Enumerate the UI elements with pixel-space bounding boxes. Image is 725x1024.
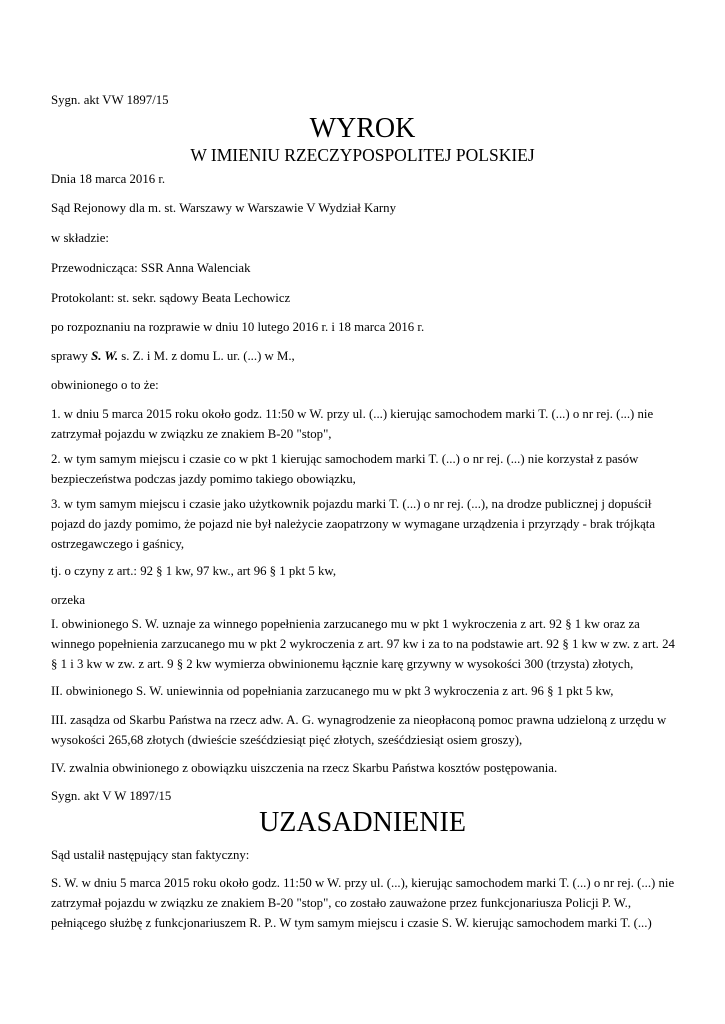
rules-label: orzeka xyxy=(51,593,86,607)
case-suffix: s. Z. i M. z domu L. ur. (...) w M., xyxy=(118,349,295,363)
offences-line: tj. o czyny z art.: 92 § 1 kw, 97 kw., art 96 § 1 pkt 5 kw, xyxy=(51,564,337,578)
charge-2: 2. w tym samym miejscu i czasie co w pkt 1 kierując samochodem marki T. (...) o nr rej. (...) nie korzystał z pasów bezpieczeństwa podczas jazdy pomimo takiego obowiązku, xyxy=(51,452,639,486)
accused-name: S. W. xyxy=(91,349,119,363)
facts-text: S. W. w dniu 5 marca 2015 roku około godz. 11:50 w W. przy ul. (...), kierując samochodem marki T. (...) o nr rej. (...) nie zatrzymał pojazdu w związku ze znakiem B-20 "stop", co zostało zauważone przez funkcjonariusza Policji P. W., pełniącego służbę z funkcjonariuszem R. P.. W tym samym miejscu i czasie S. W. kierując samochodem marki T. (...) xyxy=(51,876,675,930)
verdict-point-3: III. zasądza od Skarbu Państwa na rzecz adw. A. G. wynagrodzenie za nieopłaconą pomoc prawna udzieloną z urzędu w wysokości 265,68 złotych (dwieście sześćdziesiąt pięć złotych, sześćdziesiąt osiem groszy), xyxy=(51,713,667,747)
court-clerk: Protokolant: st. sekr. sądowy Beata Lechowicz xyxy=(51,291,291,305)
case-signature-top: Sygn. akt VW 1897/15 xyxy=(51,93,169,107)
presiding-judge: Przewodnicząca: SSR Anna Walenciak xyxy=(51,261,251,275)
verdict-point-1: I. obwinionego S. W. uznaje za winnego popełnienia zarzucanego mu w pkt 1 wykroczenia z art. 92 § 1 kw oraz za winnego popełnienia zarzucanego mu w pkt 2 wykroczenia z art. 97 kw i za to na podstawie art. 92 § 1 kw w zw. z art. 24 § 1 i 3 kw w zw. z art. 9 § 2 kw wymierza obwinionemu łącznie karę grzywny w wysokości 300 (trzysta) złotych, xyxy=(51,617,675,671)
verdict-title: WYROK xyxy=(309,113,416,144)
charge-3: 3. w tym samym miejscu i czasie jako użytkownik pojazdu marki T. (...) o nr rej. (...), na drodze publicznej j dopuścił pojazd do jazdy pomimo, że pojazd nie był należycie zaopatrzony w wymagane urządzenia i przyrządy - brak trójkąta ostrzegawczego i gaśnicy, xyxy=(51,497,656,551)
justification-title: UZASADNIENIE xyxy=(259,807,466,838)
hearing-dates: po rozpoznaniu na rozprawie w dniu 10 lutego 2016 r. i 18 marca 2016 r. xyxy=(51,320,425,334)
charge-1: 1. w dniu 5 marca 2015 roku około godz. 11:50 w W. przy ul. (...) kierując samochodem marki T. (...) o nr rej. (...) nie zatrzymał pojazdu w związku ze znakiem B-20 "stop", xyxy=(51,407,654,441)
court-name: Sąd Rejonowy dla m. st. Warszawy w Warszawie V Wydział Karny xyxy=(51,201,396,215)
case-line xyxy=(51,346,681,366)
verdict-point-4: IV. zwalnia obwinionego z obowiązku uiszczenia na rzecz Skarbu Państwa kosztów postępowania. xyxy=(51,761,558,775)
verdict-point-2: II. obwinionego S. W. uniewinnia od popełniania zarzucanego mu w pkt 3 wykroczenia z art. 96 § 1 pkt 5 kw, xyxy=(51,684,614,698)
accused-of-label: obwinionego o to że: xyxy=(51,378,159,392)
composition-label: w składzie: xyxy=(51,231,109,245)
case-signature-bottom: Sygn. akt V W 1897/15 xyxy=(51,789,172,803)
verdict-subtitle: W IMIENIU RZECZYPOSPOLITEJ POLSKIEJ xyxy=(190,145,535,165)
case-prefix: sprawy xyxy=(51,349,92,363)
facts-label: Sąd ustalił następujący stan faktyczny: xyxy=(51,848,250,862)
verdict-date: Dnia 18 marca 2016 r. xyxy=(51,172,166,186)
